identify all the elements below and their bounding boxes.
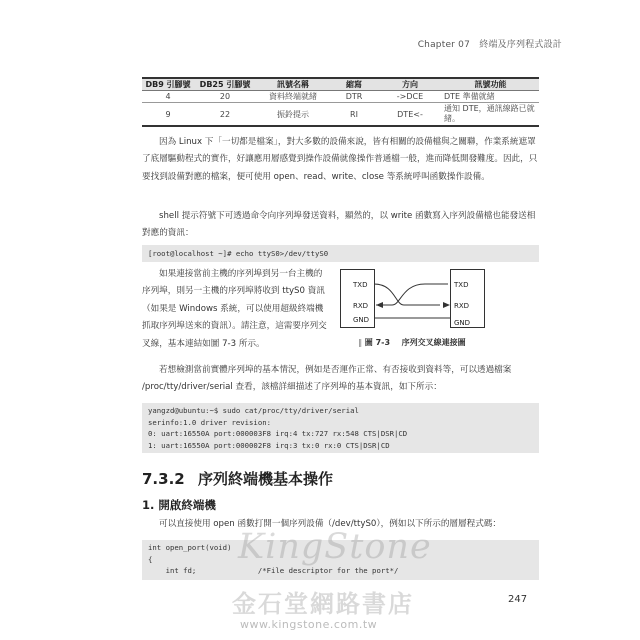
table-cell: 20: [194, 91, 256, 103]
left-rxd-label: RXD: [353, 302, 369, 310]
table-cell: DTE<-: [378, 103, 442, 127]
right-rxd-label: RXD: [454, 302, 470, 310]
section-number: 7.3.2: [142, 470, 185, 488]
serial-crossover-figure: [340, 265, 540, 345]
table-cell: 22: [194, 103, 256, 127]
table-header-cell: DB9 引腳號: [142, 78, 194, 91]
running-header: Chapter 07 終端及序列程式設計: [417, 40, 562, 50]
table-row: [142, 91, 539, 103]
table-cell: DTR: [330, 91, 378, 103]
txd-to-rxd-wire: [374, 284, 440, 305]
code-block-echo: [root@localhost ~]# echo ttyS0>/dev/ttyS0: [142, 245, 539, 262]
table-header-cell: 訊號功能: [442, 78, 539, 91]
paragraph-cross-cable: 如果連接當前主機的序列埠到另一台主機的序列埠，則另一主機的序列埠將收到 ttyS0 資訊（如果是 Windows 系統，可以使用超級終端機抓取序列埠送來的資訊）。請注意，這需要序列交叉線，基本連結如圖 7-3 所示。: [142, 269, 327, 349]
table-cell: 資料終端就緒: [256, 91, 330, 103]
caption-marker: ‖: [358, 338, 362, 347]
paragraph-shell-prompt: shell 提示符號下可透過命令向序列埠發送資料，顯然的，以 write 函數寫入序列設備檔也能發送相對應的資訊：: [142, 211, 536, 239]
table-cell: 4: [142, 91, 194, 103]
left-txd-label: TXD: [353, 281, 368, 289]
watermark-store-name: 金石堂網路書店: [232, 589, 414, 618]
section-title: 序列終端機基本操作: [198, 470, 334, 488]
table-cell: DTE 準備就緒: [442, 91, 539, 103]
paragraph-open-port: 可以直接使用 open 函數打開一個序列設備（/dev/ttyS0），例如以下所示的層層程式碼：: [159, 519, 501, 529]
figure-title: 序列交叉線連接圖: [401, 338, 466, 347]
paragraph-proc-serial: 若想檢測當前實體序列埠的基本情況，例如是否運作正常、有否接收到資料等，可以透過檔案 /proc/tty/driver/serial 查看，該檔詳細描述了序列埠的基本資訊，如下所示：: [142, 365, 512, 393]
table-header-cell: DB25 引腳號: [194, 78, 256, 91]
table-cell: 9: [142, 103, 194, 127]
left-gnd-label: GND: [353, 316, 370, 324]
watermark-brand: KingStone: [238, 527, 432, 567]
page-number: 247: [508, 594, 528, 605]
table-cell: ->DCE: [378, 91, 442, 103]
table-row: [142, 103, 539, 127]
figure-caption: [358, 337, 466, 348]
table-cell: 通知 DTE，通訊線路已就緒。: [442, 103, 539, 127]
right-txd-label: TXD: [454, 281, 469, 289]
table-header-cell: 方向: [378, 78, 442, 91]
code-block-open-port: int open_port(void) { int fd; /*File descriptor for the port*/: [142, 540, 539, 580]
arrow-right-rxd: [443, 302, 450, 308]
table-header-cell: 縮寫: [330, 78, 378, 91]
arrow-left-rxd: [376, 302, 383, 308]
code-block-serial-info: yangzd@ubuntu:~$ sudo cat/proc/tty/driver/serial serinfo:1.0 driver revision: 0: uart:16550A port:000003F8 irq:4 tx:727 rx:548 CTS|DSR|CD 1: uart:16550A port:000002F8 irq:3 tx:0 rx:0 CTS|DSR|CD: [142, 403, 539, 453]
watermark-url: www.kingstone.com.tw: [240, 618, 378, 631]
section-heading: [142, 468, 333, 489]
table-cell: RI: [330, 103, 378, 127]
paragraph-linux-files: 因為 Linux 下「一切都是檔案」，對大多數的設備來說，皆有相關的設備檔與之關聯，作業系統遮罩了底層驅動程式的實作，好讓應用層感覺到操作設備就像操作普通檔一般，進而降低開發難度。因此，只要找到設備對應的檔案，便可使用 open、read、write、close 等系統呼叫函數操作設備。: [142, 137, 538, 182]
table-header-row: [142, 78, 539, 91]
subsection-heading: 1. 開啟終端機: [142, 498, 216, 512]
table-cell: 振鈴提示: [256, 103, 330, 127]
table-header-cell: 訊號名稱: [256, 78, 330, 91]
signal-table: [142, 77, 539, 127]
right-gnd-label: GND: [454, 319, 471, 327]
figure-number: 圖 7-3: [364, 338, 391, 347]
crossover-diagram: [340, 265, 540, 345]
